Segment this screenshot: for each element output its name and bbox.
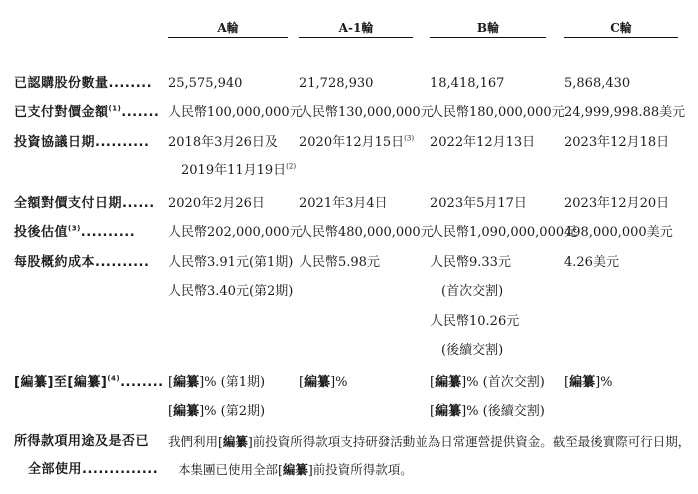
cost-b-line2: (首次交割) — [441, 284, 504, 299]
cost-b-line3: 人民幣10.26元 — [430, 314, 520, 329]
header-rule-a — [168, 37, 288, 38]
header-series-b: B輪 — [476, 21, 500, 35]
proceeds-text-line2: 本集團已使用全部[編纂]前投資所得款項。 — [178, 462, 413, 477]
agreement-a1: 2020年12月15日$^{(3)}$ — [299, 134, 415, 150]
valuation-a1: 人民幣480,000,000元 — [299, 225, 434, 240]
cost-b-line1: 人民幣9.33元 — [430, 255, 511, 270]
row-label-agreement: 投資協議日期.......... — [14, 135, 150, 150]
redacted-a-line2: [編纂]% (第2期) — [168, 404, 266, 419]
header-series-c: C輪 — [610, 21, 632, 35]
consideration-a: 人民幣100,000,000元 — [168, 105, 303, 120]
row-label-shares: 已認購股份數量........ — [14, 76, 153, 91]
agreement-c: 2023年12月18日 — [564, 135, 670, 150]
header-series-a: A輪 — [217, 21, 239, 35]
redacted-c: [編纂]% — [564, 375, 613, 390]
row-label-payment: 全額對價支付日期...... — [14, 196, 155, 211]
shares-a1: 21,728,930 — [299, 76, 374, 91]
cost-a-line1: 人民幣3.91元(第1期) — [168, 255, 294, 270]
header-series-a1: A-1輪 — [338, 21, 374, 35]
redacted-a-line1: [編纂]% (第1期) — [168, 375, 266, 390]
redacted-a1: [編纂]% — [299, 375, 348, 390]
payment-b: 2023年5月17日 — [430, 196, 527, 211]
proceeds-text-line1: 我們利用[編纂]前投資所得款項支持研發活動並為日常運營提供資金。截至最後實際可行日期， — [168, 434, 691, 449]
valuation-a: 人民幣202,000,000元 — [168, 225, 303, 240]
valuation-c: 498,000,000美元 — [564, 225, 673, 240]
row-label-redacted: [編纂]至[編纂]$^{(4)}$........ — [14, 374, 164, 390]
redacted-b-line2: [編纂]% (後續交割) — [430, 404, 545, 419]
shares-c: 5,868,430 — [564, 76, 631, 91]
valuation-b: 人民幣1,090,000,000元 — [430, 225, 578, 240]
payment-a1: 2021年3月4日 — [299, 196, 388, 211]
row-label-proceeds-line1: 所得款項用途及是否已 — [14, 434, 150, 449]
header-rule-c — [564, 37, 678, 38]
header-rule-a1 — [299, 37, 413, 38]
cost-b-line4: (後續交割) — [441, 343, 504, 358]
payment-a: 2020年2月26日 — [168, 196, 265, 211]
cost-c: 4.26美元 — [564, 255, 619, 270]
shares-a: 25,575,940 — [168, 76, 243, 91]
consideration-c: 24,999,998.88美元 — [564, 105, 686, 120]
row-label-valuation: 投後估值$^{(3)}$.......... — [14, 224, 136, 240]
agreement-a-line2: 2019年11月19日$^{(2)}$ — [181, 162, 297, 178]
cost-a-line2: 人民幣3.40元(第2期) — [168, 284, 294, 299]
payment-c: 2023年12月20日 — [564, 196, 670, 211]
header-rule-b — [430, 37, 546, 38]
consideration-a1: 人民幣130,000,000元 — [299, 105, 434, 120]
consideration-b: 人民幣180,000,000元 — [430, 105, 565, 120]
agreement-b: 2022年12月13日 — [430, 135, 536, 150]
shares-b: 18,418,167 — [430, 76, 505, 91]
agreement-a-line1: 2018年3月26日及 — [168, 135, 278, 150]
row-label-cost: 每股概約成本.......... — [14, 255, 150, 270]
row-label-consideration: 已支付對價金額$^{(1)}$....... — [14, 104, 160, 120]
redacted-b-line1: [編纂]% (首次交割) — [430, 375, 545, 390]
cost-a1: 人民幣5.98元 — [299, 255, 380, 270]
row-label-proceeds-line2: 全部使用.............. — [28, 462, 159, 477]
